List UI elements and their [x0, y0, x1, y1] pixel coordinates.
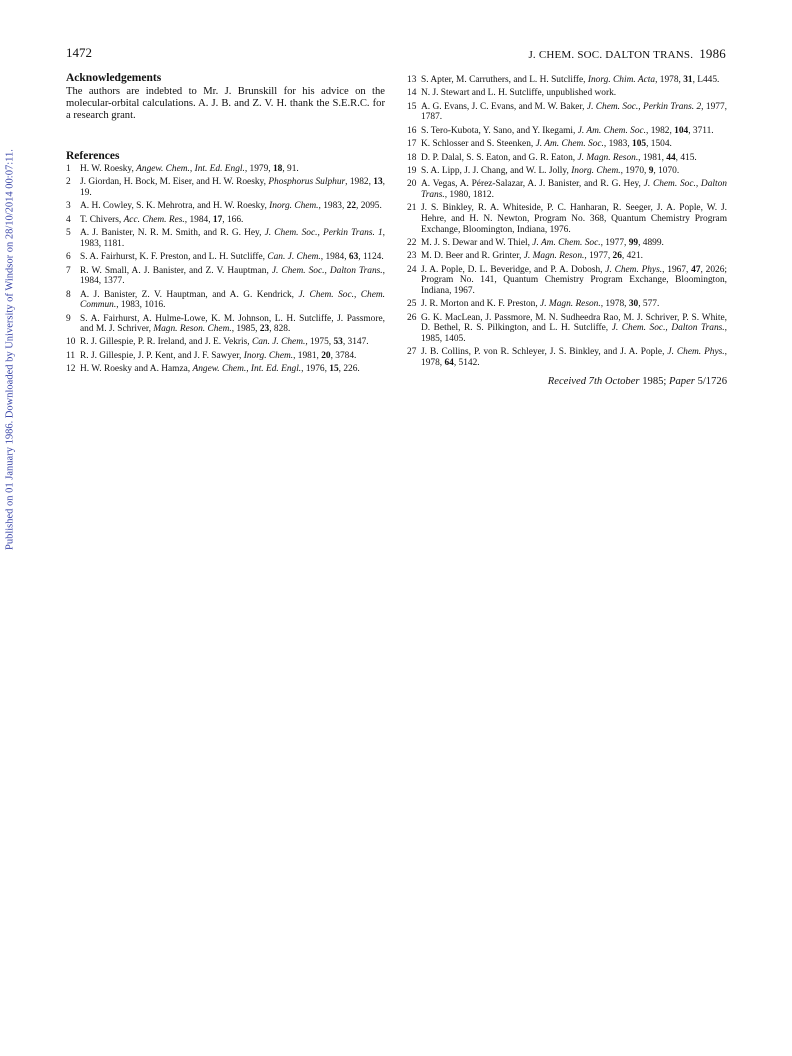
ref-volume: 105 [632, 139, 647, 150]
reference-item [66, 266, 385, 287]
reference-item [66, 314, 385, 335]
ref-journal: J. Magn. Reson. [577, 152, 639, 163]
ref-pages: , 226. [338, 364, 360, 375]
ref-detail: , 1977, [600, 237, 629, 248]
ref-journal: J. Chem. Soc., Dalton Trans. [421, 179, 727, 200]
ref-authors: J. A. Pople, D. L. Beveridge, and P. A. Dobosh, [421, 264, 606, 275]
ref-authors: A. J. Banister, N. R. M. Smith, and R. G. Hey, [80, 228, 265, 239]
paper-label: Paper [669, 376, 695, 388]
ref-detail: , 1983, [318, 201, 347, 212]
ref-pages: , 91. [282, 164, 299, 174]
ref-authors: A. Vegas, A. Pérez-Salazar, A. J. Banister, and R. G. Hey, [421, 179, 644, 190]
reference-number: 23 [407, 251, 417, 262]
ref-authors: R. J. Gillespie, J. P. Kent, and J. F. Sawyer, [80, 350, 244, 361]
ref-volume: 22 [346, 201, 357, 212]
ref-detail: , 1975, [305, 337, 334, 348]
ref-authors: R. W. Small, A. J. Banister, and Z. V. Hauptman, [80, 265, 272, 276]
ref-journal: Inorg. Chem. [269, 201, 319, 212]
reference-number: 5 [66, 228, 71, 239]
ref-detail: , 1981, [638, 152, 667, 163]
ref-detail: , 1978, [600, 299, 629, 310]
reference-number: 26 [407, 312, 417, 323]
ref-detail: , 1970, [620, 165, 649, 176]
left-column [66, 72, 385, 378]
ref-volume: 23 [259, 324, 270, 335]
ref-authors: K. Schlosser and S. Steenken, [421, 139, 536, 150]
ref-detail: , 1981, [293, 350, 322, 361]
ref-volume: 9 [648, 165, 654, 176]
reference-item [66, 351, 385, 362]
reference-number: 17 [407, 139, 417, 150]
ref-authors: J. Giordan, H. Bock, M. Eiser, and H. W. Roesky, [80, 177, 269, 188]
ref-journal: Inorg. Chim. Acta [587, 75, 656, 85]
reference-number: 12 [66, 364, 76, 375]
ref-authors: N. J. Stewart and L. H. Sutcliffe, unpublished work. [421, 88, 617, 99]
ref-journal: J. Am. Chem. Soc. [532, 237, 601, 248]
ref-pages: , 577. [638, 299, 660, 310]
reference-number: 13 [407, 75, 417, 85]
ref-pages: , 2095. [356, 201, 382, 212]
reference-item [407, 299, 727, 310]
running-head [528, 46, 726, 62]
ref-journal: J. Am. Chem. Soc. [535, 139, 604, 150]
ref-journal: Inorg. Chem. [571, 165, 621, 176]
reference-item [407, 347, 727, 368]
ref-volume: 26 [612, 251, 622, 262]
reference-item [407, 179, 727, 200]
ref-authors: G. K. MacLean, J. Passmore, M. N. Sudheedra Rao, M. J. Schriver, P. S. White, D. Bethel, R. S. Pilkington, and L. H. Sutcliffe, [421, 312, 727, 334]
ref-journal: J. Chem. Soc., Dalton Trans. [611, 323, 725, 334]
reference-item [407, 139, 727, 150]
ref-journal: J. Magn. Reson. [523, 251, 585, 262]
ref-journal: J. Chem. Phys. [667, 347, 725, 358]
ref-detail: , 1979, [244, 164, 273, 174]
download-watermark: Published on 01 January 1986. Downloaded by University of Windsor on 28/10/2014 00:07:11. [4, 149, 16, 551]
ref-volume: 104 [674, 125, 689, 136]
ref-pages: , 19. [80, 177, 386, 198]
ref-journal: Magn. Reson. Chem. [153, 324, 232, 335]
ref-pages: , 3784. [330, 350, 357, 361]
ref-volume: 99 [628, 237, 639, 248]
ref-authors: A. G. Evans, J. C. Evans, and M. W. Baker, [421, 101, 587, 112]
ref-pages: , 415. [675, 152, 697, 163]
references-heading: References [66, 150, 120, 162]
received-label: Received [547, 376, 586, 388]
ref-detail: , 1985, 1405. [421, 323, 727, 344]
ref-detail: , 1977, 1787. [421, 101, 727, 123]
ref-pages: , 3147. [342, 337, 369, 348]
reference-number: 15 [407, 101, 417, 112]
ref-authors: J. R. Morton and K. F. Preston, [421, 299, 541, 310]
ref-authors: R. J. Gillespie, P. R. Ireland, and J. E. Vekris, [80, 337, 252, 348]
reference-list-left [66, 164, 385, 375]
reference-number: 8 [66, 289, 71, 300]
received-year: 1985; [642, 376, 667, 388]
ref-pages: , 1504. [646, 139, 672, 150]
ref-pages: , L445. [692, 75, 720, 85]
ref-pages: , 421. [621, 251, 643, 262]
ref-detail: , 1977, [584, 251, 613, 262]
reference-item [66, 364, 385, 375]
ref-pages: , 3711. [688, 125, 714, 136]
reference-number: 27 [407, 347, 417, 358]
ref-volume: 30 [628, 299, 639, 310]
acknowledgements-heading: Acknowledgements [66, 72, 162, 84]
ref-volume: 13 [373, 177, 383, 188]
journal-name: J. CHEM. SOC. DALTON TRANS. [528, 49, 694, 61]
reference-number: 4 [66, 214, 71, 225]
ref-pages: , 1070. [653, 165, 680, 176]
reference-list-right [407, 75, 727, 368]
reference-number: 11 [66, 350, 76, 361]
ref-pages: , 1124. [358, 252, 384, 263]
ref-pages: , 828. [269, 324, 291, 335]
ref-journal: Angew. Chem., Int. Ed. Engl. [136, 164, 245, 174]
paper-id: 5/1726 [697, 376, 727, 388]
ref-journal: J. Chem. Phys. [605, 264, 663, 275]
ref-pages: , 166. [222, 214, 244, 225]
reference-item [66, 228, 385, 249]
reference-number: 19 [407, 165, 417, 176]
ref-authors: M. D. Beer and R. Grinter, [421, 251, 524, 262]
ref-volume: 63 [348, 252, 359, 263]
right-column [407, 75, 727, 387]
reference-item [407, 251, 727, 262]
ref-journal: Can. J. Chem. [267, 252, 321, 263]
ref-volume: 47 [691, 264, 701, 275]
ref-journal: Acc. Chem. Res. [123, 214, 185, 225]
reference-item [407, 75, 727, 86]
ref-detail: , 1982, [646, 125, 675, 136]
received-line [407, 376, 727, 387]
journal-year: 1986 [699, 46, 726, 61]
ref-volume: 64 [444, 357, 454, 368]
ref-journal: Angew. Chem., Int. Ed. Engl. [192, 364, 302, 375]
reference-number: 9 [66, 313, 71, 324]
ref-authors: S. A. Fairhurst, A. Hulme-Lowe, K. M. Johnson, L. H. Sutcliffe, J. Passmore, and M. J. Schriver, [80, 313, 385, 335]
reference-item [66, 252, 385, 263]
reference-number: 6 [66, 252, 71, 263]
reference-number: 16 [407, 125, 417, 136]
ref-detail: , 1985, [231, 324, 260, 335]
ref-authors: T. Chivers, [80, 214, 124, 225]
ref-authors: A. H. Cowley, S. K. Mehrotra, and H. W. Roesky, [80, 201, 270, 212]
ref-journal: Can. J. Chem. [251, 337, 306, 348]
reference-number: 18 [407, 152, 417, 163]
reference-number: 7 [66, 265, 71, 276]
reference-item [407, 238, 727, 249]
ref-authors: H. W. Roesky and A. Hamza, [80, 364, 193, 375]
ref-journal: J. Chem. Soc., Perkin Trans. 1 [264, 228, 383, 239]
reference-item [407, 102, 727, 123]
ref-detail: , 1984, 1377. [80, 265, 385, 287]
reference-item [66, 201, 385, 212]
reference-number: 1 [66, 164, 71, 174]
ref-authors: S. A. Fairhurst, K. F. Preston, and L. H. Sutcliffe, [80, 252, 268, 263]
ref-volume: 18 [272, 164, 283, 174]
ref-authors: D. P. Dalal, S. S. Eaton, and G. R. Eaton, [421, 152, 578, 163]
reference-number: 2 [66, 177, 71, 188]
ref-detail: , 1983, [603, 139, 633, 150]
ref-detail: , 1978, [421, 347, 727, 368]
ref-detail: , 1983, 1181. [80, 228, 385, 249]
ref-journal: Phosphorus Sulphur [268, 177, 346, 188]
ref-pages: , 4899. [638, 237, 664, 248]
ref-volume: 44 [666, 152, 676, 163]
ref-detail: , 1976, [301, 364, 330, 375]
ref-journal: J. Chem. Soc., Dalton Trans. [271, 265, 383, 276]
reference-item [407, 126, 727, 137]
reference-item [66, 177, 385, 198]
reference-item [66, 337, 385, 348]
ref-detail: , 1978, [655, 75, 684, 85]
ref-journal: J. Chem. Soc., Perkin Trans. 2 [586, 101, 702, 112]
ref-journal: Inorg. Chem. [243, 350, 294, 361]
page-number: 1472 [66, 45, 92, 60]
ref-detail: , 1984, [184, 214, 213, 225]
ref-detail: , 1967, [662, 264, 692, 275]
reference-item [407, 166, 727, 177]
ref-detail: , 1980, 1812. [444, 189, 494, 200]
reference-item [407, 313, 727, 345]
reference-item [407, 203, 727, 235]
reference-item [407, 153, 727, 164]
ref-detail: , 1982, [345, 177, 374, 188]
reference-item [407, 265, 727, 297]
ref-authors: S. Tero-Kubota, Y. Sano, and Y. Ikegami, [421, 125, 578, 136]
reference-number: 14 [407, 88, 417, 99]
reference-number: 22 [407, 237, 417, 248]
reference-number: 21 [407, 203, 417, 214]
reference-number: 24 [407, 264, 417, 275]
reference-number: 25 [407, 299, 417, 310]
reference-number: 10 [66, 337, 76, 348]
ref-authors: J. B. Collins, P. von R. Schleyer, J. S. Binkley, and J. A. Pople, [421, 347, 668, 358]
ref-volume: 15 [329, 364, 339, 375]
ref-journal: J. Magn. Reson. [540, 299, 601, 310]
ref-authors: M. J. S. Dewar and W. Thiel, [421, 237, 533, 248]
ref-authors: H. W. Roesky, [80, 164, 137, 174]
ref-volume: 53 [333, 337, 343, 348]
received-date: 7th October [588, 376, 640, 388]
ref-volume: 31 [683, 75, 693, 85]
ref-pages: , 5142. [453, 357, 480, 368]
reference-number: 3 [66, 201, 71, 212]
reference-number: 20 [407, 179, 417, 190]
ref-detail: , 1984, [320, 252, 349, 263]
reference-item [66, 290, 385, 311]
ref-authors: A. J. Banister, Z. V. Hauptman, and A. G. Kendrick, [80, 289, 299, 300]
ref-authors: S. Apter, M. Carruthers, and L. H. Sutcliffe, [421, 75, 588, 85]
ref-journal: J. Chem. Soc., Chem. Commun. [80, 289, 385, 311]
reference-item [66, 215, 385, 226]
ref-volume: 20 [321, 350, 331, 361]
ref-pages: , 2026; Program No. 141, Quantum Chemistry Program Exchange, Bloomington, Indiana, 1967. [421, 264, 728, 296]
acknowledgements-text: The authors are indebted to Mr. J. Brunskill for his advice on the molecular-orbital calculations. A. J. B. and Z. V. H. thank the S.E.R.C. for a research grant. [66, 86, 385, 121]
ref-authors: S. A. Lipp, J. J. Chang, and W. L. Jolly, [421, 165, 572, 176]
ref-journal: J. Am. Chem. Soc. [577, 125, 647, 136]
ref-authors: J. S. Binkley, R. A. Whiteside, P. C. Hanharan, R. Seeger, J. A. Pople, W. J. Hehre, and H. N. Newton, Program No. 368, Quantum Chemistry Program Exchange, Bloomington, Indiana, 1976. [421, 203, 727, 235]
ref-detail: , 1983, 1016. [116, 300, 166, 311]
ref-volume: 17 [212, 214, 223, 225]
reference-item [407, 88, 727, 99]
reference-item [66, 164, 385, 175]
